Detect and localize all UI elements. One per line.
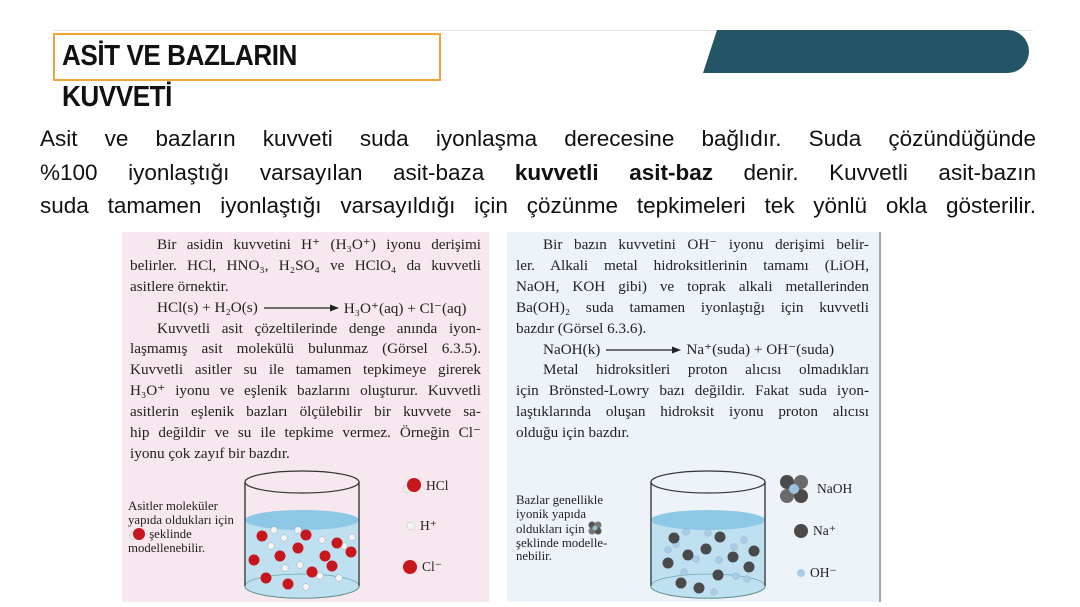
equation-reactants: NaOH(k) — [543, 340, 601, 358]
equation-products: H₃O⁺(aq) + Cl⁻(aq) — [343, 299, 467, 317]
base-line: bazdır (Görsel 6.3.6). — [516, 319, 647, 337]
base-line: için Brönsted-Lowry bazı değildir. Fakat suda iyon- — [516, 382, 869, 400]
large-ion — [346, 547, 357, 558]
legend-h-ion — [406, 518, 437, 534]
base-caption — [516, 494, 634, 564]
acid-beaker-illustration — [242, 468, 362, 602]
small-ion — [716, 557, 723, 564]
base-line: laştıklarında oluşan hidroksit iyonu proton alıcısı — [516, 403, 869, 421]
large-ion — [249, 555, 260, 566]
small-ion — [268, 543, 275, 550]
acid-line: Kuvvetli asit çözeltilerinde denge anında iyon- — [157, 319, 481, 337]
large-ion — [713, 570, 724, 581]
acid-equation — [130, 298, 481, 319]
large-ion — [293, 543, 304, 554]
large-ion — [749, 546, 760, 557]
acid-line: H₃O⁺ iyonu ve eşlenik bazlarını oluşturur. Kuvvetli — [130, 382, 481, 400]
acid-line: belirler. HCl, HNO₃, H₂SO₄ ve HClO₄ da kuvvetli — [130, 256, 481, 274]
small-ion — [282, 565, 289, 572]
large-ion — [663, 558, 674, 569]
large-ion — [728, 552, 739, 563]
large-ion — [301, 530, 312, 541]
base-line: Bir bazın kuvvetini OH⁻ iyonu derişimi belir- — [543, 236, 869, 253]
small-ion — [317, 573, 324, 580]
small-ion — [744, 576, 751, 583]
small-ion — [683, 529, 690, 536]
intro-text: %100 iyonlaştığı varsayılan asit-baza — [40, 159, 515, 185]
acid-caption — [128, 500, 238, 555]
acid-line: asitlere örnektir. — [130, 277, 229, 295]
legend-naoh — [779, 474, 852, 504]
slide-title — [62, 36, 422, 118]
intro-line-3: suda tamamen iyonlaştığı varsayıldığı için çözünme tepkimeleri tek yönlü okla gösterilir. — [40, 193, 1036, 218]
small-ion — [295, 527, 302, 534]
naoh-crystal-icon — [588, 521, 602, 535]
acid-line: iyonu çok zayıf bir bazdır. — [130, 444, 290, 462]
base-panel — [507, 232, 881, 602]
caption-text: şeklinde modelle-nebilir. — [516, 535, 608, 563]
legend-hcl — [402, 477, 449, 495]
legend-label: NaOH — [817, 481, 853, 496]
equation-products: Na⁺(suda) + OH⁻(suda) — [686, 341, 835, 359]
acid-line: Bir asidin kuvvetini H⁺ (H₃O⁺) iyonu derişimi — [157, 236, 481, 253]
water-surface — [245, 510, 359, 530]
cl-ion-icon — [402, 559, 418, 575]
small-ion — [731, 544, 738, 551]
hcl-molecule-icon — [402, 477, 422, 495]
base-line: olduğu için bazdır. — [516, 424, 630, 442]
na-ion-icon — [793, 523, 809, 539]
small-ion — [711, 589, 718, 596]
small-ion — [319, 537, 326, 544]
large-ion — [744, 562, 755, 573]
acid-panel — [122, 232, 489, 602]
large-ion — [327, 561, 338, 572]
arrow-icon — [604, 346, 682, 354]
small-ion — [733, 573, 740, 580]
small-ion — [271, 527, 278, 534]
water-surface — [651, 510, 765, 530]
legend-cl-ion — [402, 559, 442, 575]
hcl-molecule-icon — [128, 527, 146, 541]
small-ion — [705, 530, 712, 537]
legend-label: Cl⁻ — [422, 559, 442, 574]
base-line: NaOH, KOH gibi) ve toprak alkali metallerinden — [516, 277, 869, 295]
caption-text: Asitler moleküler yapıda oldukları için — [128, 499, 234, 527]
caption-text: şeklinde modellenebilir. — [128, 527, 206, 555]
small-ion — [665, 547, 672, 554]
large-ion — [261, 573, 272, 584]
legend-na-ion — [793, 523, 836, 539]
small-ion — [303, 584, 310, 591]
legend-label: HCl — [426, 478, 449, 493]
small-ion — [693, 556, 700, 563]
equation-reactants: HCl(s) + H₂O(s) — [157, 299, 258, 317]
intro-text: denir. Kuvvetli asit-bazın — [712, 159, 1036, 185]
beaker-rim — [651, 471, 765, 493]
legend-label: OH⁻ — [810, 565, 837, 580]
acid-line: laşmamış asit molekülü bulunmaz (Görsel 6.3.5). — [130, 340, 481, 358]
large-ion — [257, 531, 268, 542]
beaker-rim — [245, 471, 359, 493]
acid-line: asitlerin eşlenik bazları ölçülebilir bir kuvvete sa- — [130, 403, 481, 421]
large-ion — [332, 538, 343, 549]
large-ion — [701, 544, 712, 555]
base-equation — [516, 339, 869, 360]
oh-ion-icon — [796, 568, 806, 578]
intro-paragraph — [40, 122, 1036, 223]
legend-label: H⁺ — [420, 518, 437, 533]
small-ion — [281, 535, 288, 542]
large-ion — [676, 578, 687, 589]
h-ion-icon — [406, 521, 416, 531]
large-ion — [283, 579, 294, 590]
caption-text: Bazlar genellikle iyonik yapıda oldukları için — [516, 493, 604, 536]
acid-line: Kuvvetli asitler su ile tamamen tepkimeye girerek — [130, 361, 481, 379]
acid-line: hip değildir ve su ile tepkime vermez. Örneğin Cl⁻ — [130, 424, 481, 442]
intro-line-2 — [40, 156, 1036, 190]
large-ion — [669, 533, 680, 544]
arrow-icon — [262, 304, 340, 312]
large-ion — [307, 567, 318, 578]
title-line-1: ASİT VE BAZLARIN — [62, 40, 297, 72]
large-ion — [715, 532, 726, 543]
small-ion — [336, 575, 343, 582]
large-ion — [683, 550, 694, 561]
large-ion — [694, 583, 705, 594]
naoh-crystal-icon — [779, 474, 809, 504]
base-line: Ba(OH)₂ suda tamamen iyonlaştığı için kuvvetli — [516, 298, 869, 316]
intro-line-1: Asit ve bazların kuvveti suda iyonlaşma derecesine bağlıdır. Suda çözündüğünde — [40, 126, 1036, 151]
small-ion — [681, 569, 688, 576]
intro-bold-term: kuvvetli asit-baz — [514, 159, 713, 185]
header-banner — [703, 30, 1029, 73]
base-line: Metal hidroksitleri proton alıcısı olmadıkları — [543, 361, 869, 379]
small-ion — [741, 537, 748, 544]
legend-label: Na⁺ — [813, 523, 836, 538]
large-ion — [275, 551, 286, 562]
base-line: ler. Alkali metal hidroksitlerinin tamamı (LiOH, — [516, 256, 869, 274]
legend-oh-ion — [796, 565, 837, 581]
base-beaker-illustration — [648, 468, 768, 602]
large-ion — [320, 551, 331, 562]
title-line-2: KUVVETİ — [62, 81, 172, 113]
small-ion — [349, 534, 356, 541]
small-ion — [297, 562, 304, 569]
